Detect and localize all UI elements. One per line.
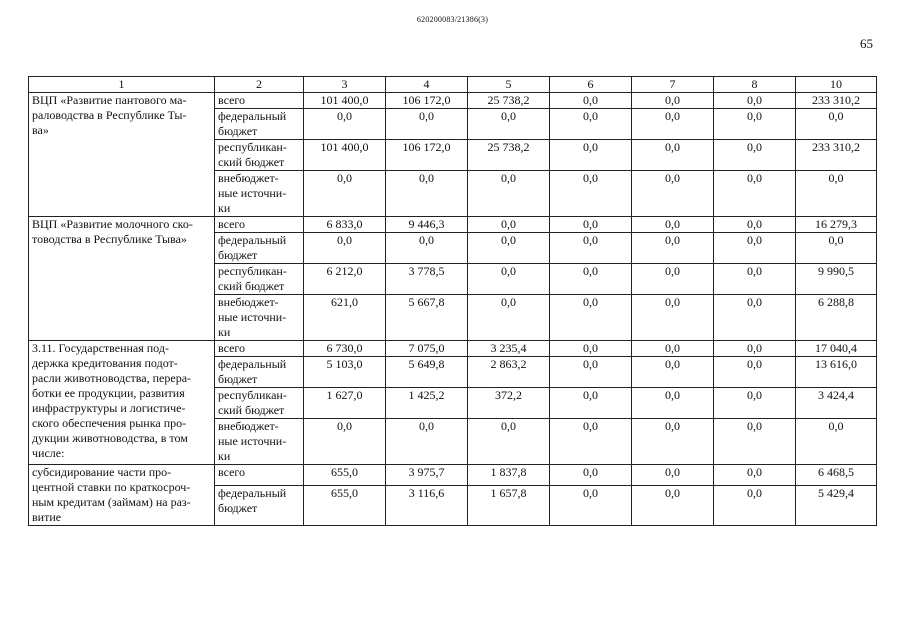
amount-cell: 2 863,2 [468, 357, 550, 388]
amount-cell: 3 778,5 [386, 264, 468, 295]
column-header: 7 [632, 77, 714, 93]
amount-cell: 3 975,7 [386, 465, 468, 486]
column-header: 1 [29, 77, 215, 93]
amount-cell: 0,0 [796, 109, 877, 140]
amount-cell: 0,0 [550, 217, 632, 233]
amount-cell: 0,0 [386, 109, 468, 140]
amount-cell: 0,0 [550, 419, 632, 465]
amount-cell: 0,0 [632, 171, 714, 217]
amount-cell: 6 833,0 [304, 217, 386, 233]
amount-cell: 0,0 [304, 171, 386, 217]
amount-cell: 372,2 [468, 388, 550, 419]
amount-cell: 0,0 [796, 233, 877, 264]
amount-cell: 0,0 [714, 295, 796, 341]
program-title: ВЦП «Развитие молочного ско- товодства в Республике Тыва» [29, 217, 215, 341]
table-row [29, 217, 877, 233]
amount-cell: 0,0 [714, 485, 796, 525]
budget-table [28, 76, 877, 526]
amount-cell: 233 310,2 [796, 93, 877, 109]
amount-cell: 3 424,4 [796, 388, 877, 419]
funding-source: республикан- ский бюджет [215, 388, 304, 419]
amount-cell: 101 400,0 [304, 140, 386, 171]
amount-cell: 0,0 [550, 171, 632, 217]
amount-cell: 0,0 [468, 419, 550, 465]
funding-source: внебюджет- ные источни- ки [215, 419, 304, 465]
amount-cell: 6 730,0 [304, 341, 386, 357]
amount-cell: 0,0 [632, 465, 714, 486]
amount-cell: 0,0 [550, 465, 632, 486]
amount-cell: 5 429,4 [796, 485, 877, 525]
amount-cell: 1 657,8 [468, 485, 550, 525]
amount-cell: 5 649,8 [386, 357, 468, 388]
amount-cell: 0,0 [550, 485, 632, 525]
amount-cell: 0,0 [714, 357, 796, 388]
funding-source: федеральный бюджет [215, 109, 304, 140]
amount-cell: 0,0 [632, 419, 714, 465]
column-header: 4 [386, 77, 468, 93]
document-id: 620200083/21386(3) [416, 15, 489, 24]
amount-cell: 0,0 [550, 295, 632, 341]
amount-cell: 0,0 [714, 419, 796, 465]
amount-cell: 101 400,0 [304, 93, 386, 109]
amount-cell: 16 279,3 [796, 217, 877, 233]
table-row [29, 465, 877, 486]
amount-cell: 9 446,3 [386, 217, 468, 233]
column-header: 8 [714, 77, 796, 93]
amount-cell: 0,0 [714, 465, 796, 486]
amount-cell: 233 310,2 [796, 140, 877, 171]
amount-cell: 0,0 [714, 93, 796, 109]
table-row [29, 341, 877, 357]
amount-cell: 0,0 [632, 295, 714, 341]
amount-cell: 7 075,0 [386, 341, 468, 357]
amount-cell: 6 468,5 [796, 465, 877, 486]
funding-source: всего [215, 93, 304, 109]
program-title: ВЦП «Развитие пантового ма- раловодства в Республике Ты- ва» [29, 93, 215, 217]
amount-cell: 0,0 [632, 388, 714, 419]
amount-cell: 6 212,0 [304, 264, 386, 295]
funding-source: внебюджет- ные источни- ки [215, 295, 304, 341]
amount-cell: 0,0 [632, 341, 714, 357]
amount-cell: 1 627,0 [304, 388, 386, 419]
table-header-row [29, 77, 877, 93]
amount-cell: 0,0 [550, 93, 632, 109]
amount-cell: 655,0 [304, 465, 386, 486]
amount-cell: 0,0 [550, 109, 632, 140]
column-header: 10 [796, 77, 877, 93]
funding-source: всего [215, 341, 304, 357]
amount-cell: 0,0 [550, 140, 632, 171]
amount-cell: 0,0 [714, 233, 796, 264]
amount-cell: 0,0 [304, 233, 386, 264]
amount-cell: 0,0 [714, 264, 796, 295]
amount-cell: 0,0 [632, 109, 714, 140]
amount-cell: 0,0 [468, 171, 550, 217]
funding-source: федеральный бюджет [215, 485, 304, 525]
program-title: 3.11. Государственная под- держка кредитования подот- расли животноводства, перера- ботки ее продукции, развития инфраструктуры и логистиче- ского обеспечения рынка про- дукции животноводства, в том числе: [29, 341, 215, 465]
amount-cell: 0,0 [632, 357, 714, 388]
amount-cell: 25 738,2 [468, 93, 550, 109]
amount-cell: 0,0 [714, 140, 796, 171]
amount-cell: 0,0 [714, 388, 796, 419]
amount-cell: 0,0 [550, 388, 632, 419]
amount-cell: 0,0 [468, 217, 550, 233]
amount-cell: 0,0 [714, 109, 796, 140]
funding-source: республикан- ский бюджет [215, 140, 304, 171]
column-header: 5 [468, 77, 550, 93]
table-row [29, 93, 877, 109]
amount-cell: 0,0 [468, 109, 550, 140]
amount-cell: 0,0 [632, 93, 714, 109]
amount-cell: 0,0 [468, 233, 550, 264]
amount-cell: 3 116,6 [386, 485, 468, 525]
amount-cell: 0,0 [796, 419, 877, 465]
amount-cell: 13 616,0 [796, 357, 877, 388]
amount-cell: 25 738,2 [468, 140, 550, 171]
amount-cell: 0,0 [550, 357, 632, 388]
column-header: 3 [304, 77, 386, 93]
amount-cell: 0,0 [714, 171, 796, 217]
funding-source: федеральный бюджет [215, 233, 304, 264]
amount-cell: 0,0 [632, 233, 714, 264]
amount-cell: 0,0 [714, 217, 796, 233]
amount-cell: 1 425,2 [386, 388, 468, 419]
amount-cell: 0,0 [468, 264, 550, 295]
amount-cell: 0,0 [632, 485, 714, 525]
column-header: 6 [550, 77, 632, 93]
amount-cell: 5 667,8 [386, 295, 468, 341]
amount-cell: 5 103,0 [304, 357, 386, 388]
funding-source: республикан- ский бюджет [215, 264, 304, 295]
amount-cell: 9 990,5 [796, 264, 877, 295]
amount-cell: 6 288,8 [796, 295, 877, 341]
amount-cell: 0,0 [386, 419, 468, 465]
amount-cell: 0,0 [550, 341, 632, 357]
amount-cell: 0,0 [714, 341, 796, 357]
amount-cell: 0,0 [632, 264, 714, 295]
page-number: 65 [860, 36, 873, 51]
program-title: субсидирование части про- центной ставки по краткосроч- ным кредитам (займам) на раз- витие [29, 465, 215, 526]
amount-cell: 655,0 [304, 485, 386, 525]
funding-source: всего [215, 217, 304, 233]
amount-cell: 0,0 [468, 295, 550, 341]
amount-cell: 0,0 [386, 233, 468, 264]
amount-cell: 0,0 [632, 217, 714, 233]
amount-cell: 1 837,8 [468, 465, 550, 486]
funding-source: внебюджет- ные источни- ки [215, 171, 304, 217]
amount-cell: 3 235,4 [468, 341, 550, 357]
column-header: 2 [215, 77, 304, 93]
amount-cell: 621,0 [304, 295, 386, 341]
amount-cell: 106 172,0 [386, 93, 468, 109]
amount-cell: 0,0 [304, 419, 386, 465]
amount-cell: 0,0 [550, 233, 632, 264]
funding-source: всего [215, 465, 304, 486]
amount-cell: 0,0 [550, 264, 632, 295]
amount-cell: 0,0 [632, 140, 714, 171]
table-body [29, 77, 877, 526]
amount-cell: 0,0 [386, 171, 468, 217]
amount-cell: 17 040,4 [796, 341, 877, 357]
amount-cell: 0,0 [304, 109, 386, 140]
amount-cell: 0,0 [796, 171, 877, 217]
amount-cell: 106 172,0 [386, 140, 468, 171]
funding-source: федеральный бюджет [215, 357, 304, 388]
